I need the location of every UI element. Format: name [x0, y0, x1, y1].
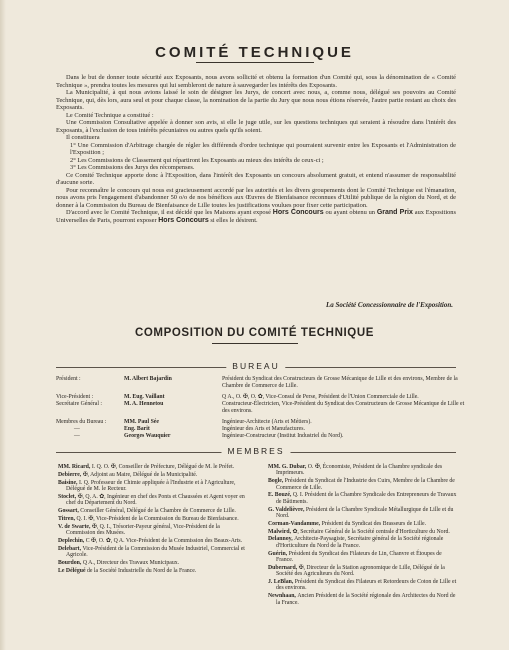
list-item: Delebart, Vice-Président de la Commission du Musée Industriel, Commercial et Agricole. [58, 545, 245, 558]
list-item: Le Délégué de la Société Industrielle du Nord de la France. [58, 567, 197, 574]
bureau-list [56, 376, 466, 440]
signature-line: La Société Concessionnaire de l'Exposition. [326, 301, 453, 309]
paragraph: Une Commission Consultative appelée à donner son avis, si elle le juge utile, sur les questions techniques qui seraient à résoudre dans l'intérêt des Exposants, à l'exclusion de tous intérêts pécuniaires ou autres quels qu'ils soient. [56, 119, 456, 134]
paragraph: Dans le but de donner toute sécurité aux Exposants, nous avons sollicité et obtenu la formation d'un Comité qui, sous la dénomination de « Comité Technique », prendra toutes les mesures qui lui sembleront de nature à sauvegarder les intérêts des Exposants. [56, 74, 456, 89]
membres-header [56, 447, 456, 457]
list-item: MM. G. Dubar, O. ✠, Économiste, Président de la Chambre syndicale des Imprimeurs. [268, 464, 443, 477]
list-item: E. Bouzé, Q. I. Président de la Chambre Syndicale des Entrepreneurs de Travaux de Bâtiments. [268, 492, 457, 505]
list-item: Titren, Q. I. ✠, Vice-Président de la Commission du Bureau de Bienfaisance. [58, 515, 239, 522]
bureau-row: Président : M. Albert Bajardin Président du Syndicat des Constructeurs de Grosse Mécanique de Lille et des environs, Membre de la Chambre de Commerce de Lille. [56, 376, 458, 389]
members-column-left [58, 464, 248, 607]
bureau-row: — Georges Wauquier Ingénieur-Constructeur (Institut Industriel du Nord). [74, 433, 344, 440]
list-item: G. Valdelièvre, Président de la Chambre Syndicale Métallurgique de Lille et du Nord. [268, 506, 454, 520]
list-item: Guérin, Président du Syndicat des Filateurs de Lin, Chanvre et Étoupes de France. [268, 550, 442, 564]
membres-label: MEMBRES [222, 446, 291, 456]
list-item: Bourdon, Q A., Directeur des Travaux Municipaux. [58, 559, 180, 566]
bureau-header [56, 362, 456, 372]
list-item: 1° Une Commission d'Arbitrage chargée de régler les différends d'ordre technique qui pourraient survenir entre les Exposants et l'Administration de l'Exposition ; [70, 141, 456, 156]
list-item: Deplechin, C ✠, O. ✿, Q A. Vice-Président de la Commission des Beaux-Arts. [58, 537, 243, 544]
list-item: 2° Les Commissions de Classement qui répartiront les Exposants au mieux des intérêts de ceux-ci ; [70, 156, 324, 164]
bureau-row: Membres du Bureau : MM. Paul Sée Ingénieur-Architecte (Arts et Métiers). [56, 418, 312, 425]
list-item: MM. Ricard, I. Q. O. ✠, Conseiller de Préfecture, Délégué de M. le Préfet. [58, 464, 235, 470]
bureau-label: BUREAU [226, 361, 285, 371]
section-title: COMPOSITION DU COMITÉ TECHNIQUE [134, 327, 375, 339]
section-title-underline [212, 343, 298, 344]
list-item: V. de Swarte, ✠, Q. I., Trésorier-Payeur général, Vice-Président de la Commission des Musées. [58, 523, 220, 536]
members-column-right [268, 464, 458, 607]
bureau-row: Secrétaire Général : M. A. Hennetou Constructeur-Électricien, Vice-Président du Syndicat des Constructeurs de Grosse Mécanique de Lille et des environs. [56, 400, 465, 414]
list-item: 3° Les Commissions des Jurys des récompenses. [70, 164, 195, 171]
list-item: Gossart, Conseiller Général, Délégué de la Chambre de Commerce de Lille. [58, 508, 236, 514]
page-title: COMITÉ TECHNIQUE [155, 44, 354, 61]
list-item: Newnhaan, Ancien Président de la Société régionale des Architectes du Nord de la France. [268, 593, 456, 606]
list-item: Debierre, ✠, Adjoint au Maire, Délégué de la Municipalité. [58, 471, 198, 478]
bureau-row: — Eng. Barit Ingénieur des Arts et Manufactures. [74, 425, 305, 432]
list-item: Bogle, Président du Syndicat de l'Industrie des Cuirs, Membre de la Chambre de Commerce de Lille. [268, 478, 455, 491]
list-item: Baisine, I. Q. Professeur de Chimie appliquée à l'Industrie et à l'Agriculture, Délégué de M. le Recteur. [58, 479, 236, 492]
intro-text [56, 74, 456, 224]
title-underline [196, 62, 314, 63]
list-item: Delannoy, Architecte-Paysagiste, Secrétaire général de la Société régionale d'Horticulture du Nord de la France. [268, 536, 444, 549]
paragraph: La Municipalité, à qui nous avions laissé le soin de désigner les Jurys, de concert avec nous, a, comme nous, délégué ses pouvoirs au Comité Technique, qui, dès lors, aura seul et pour chaque classe, la nomination de la partie du Jury que nous nous étions réservée, l'autre partie restant au choix des Exposants. [56, 89, 456, 111]
members-list [58, 464, 458, 607]
list-item: J. LeBlan, Président du Syndicat des Filateurs et Retordeurs de Coton de Lille et des environs. [268, 579, 457, 592]
page-edge-shadow [0, 0, 6, 650]
list-item: Stoclet, ✠, Q. A. ✿, Ingénieur en chef des Ponts et Chaussées et Agent voyer en chef du Département du Nord. [58, 493, 245, 507]
paragraph: Il constituera [66, 134, 100, 141]
paragraph: Pour reconnaître le concours qui nous est gracieusement accordé par les autorités et les divers groupements dont le Comité Technique est l'émanation, nous avons pris l'engagement d'abandonner 50 o/o de nos bénéfices aux Œuvres de Bienfaisance reconnues d'Utilité publique de la région du Nord, et de donner à la Commission du Bureau de Bienfaisance de Lille toutes les justifications voulues pour fixer cette participation. [56, 186, 456, 209]
paragraph: Le Comité Technique a constitué : [66, 111, 154, 119]
bureau-row: Vice-Président : M. Eug. Vaillant Q A., O. ✠, O. ✿, Vice-Consul de Perse, Président de l'Union Commerciale de Lille. [56, 393, 419, 400]
paragraph: D'accord avec le Comité Technique, il est décidé que les Maisons ayant exposé Hors Concours ou ayant obtenu un Grand Prix aux Expositions Universelles de Paris, pourront exposer Hors Concours si elles le désirent. [56, 209, 456, 224]
paragraph: Ce Comité Technique apporte donc à l'Exposition, dans l'intérêt des Exposants un concours absolument gratuit, et entend n'assumer de responsabilité d'aucune sorte. [56, 171, 456, 186]
list-item: Corman-Vandamme, Président du Syndicat des Brasseurs de Lille. [268, 520, 427, 527]
list-item: Dubernard, ✠, Directeur de la Station agronomique de Lille, Délégué de la Société des Agriculteurs du Nord. [268, 564, 445, 578]
list-item: Malwird, ✿, Secrétaire Général de la Société centrale d'Horticulture du Nord. [268, 528, 450, 535]
